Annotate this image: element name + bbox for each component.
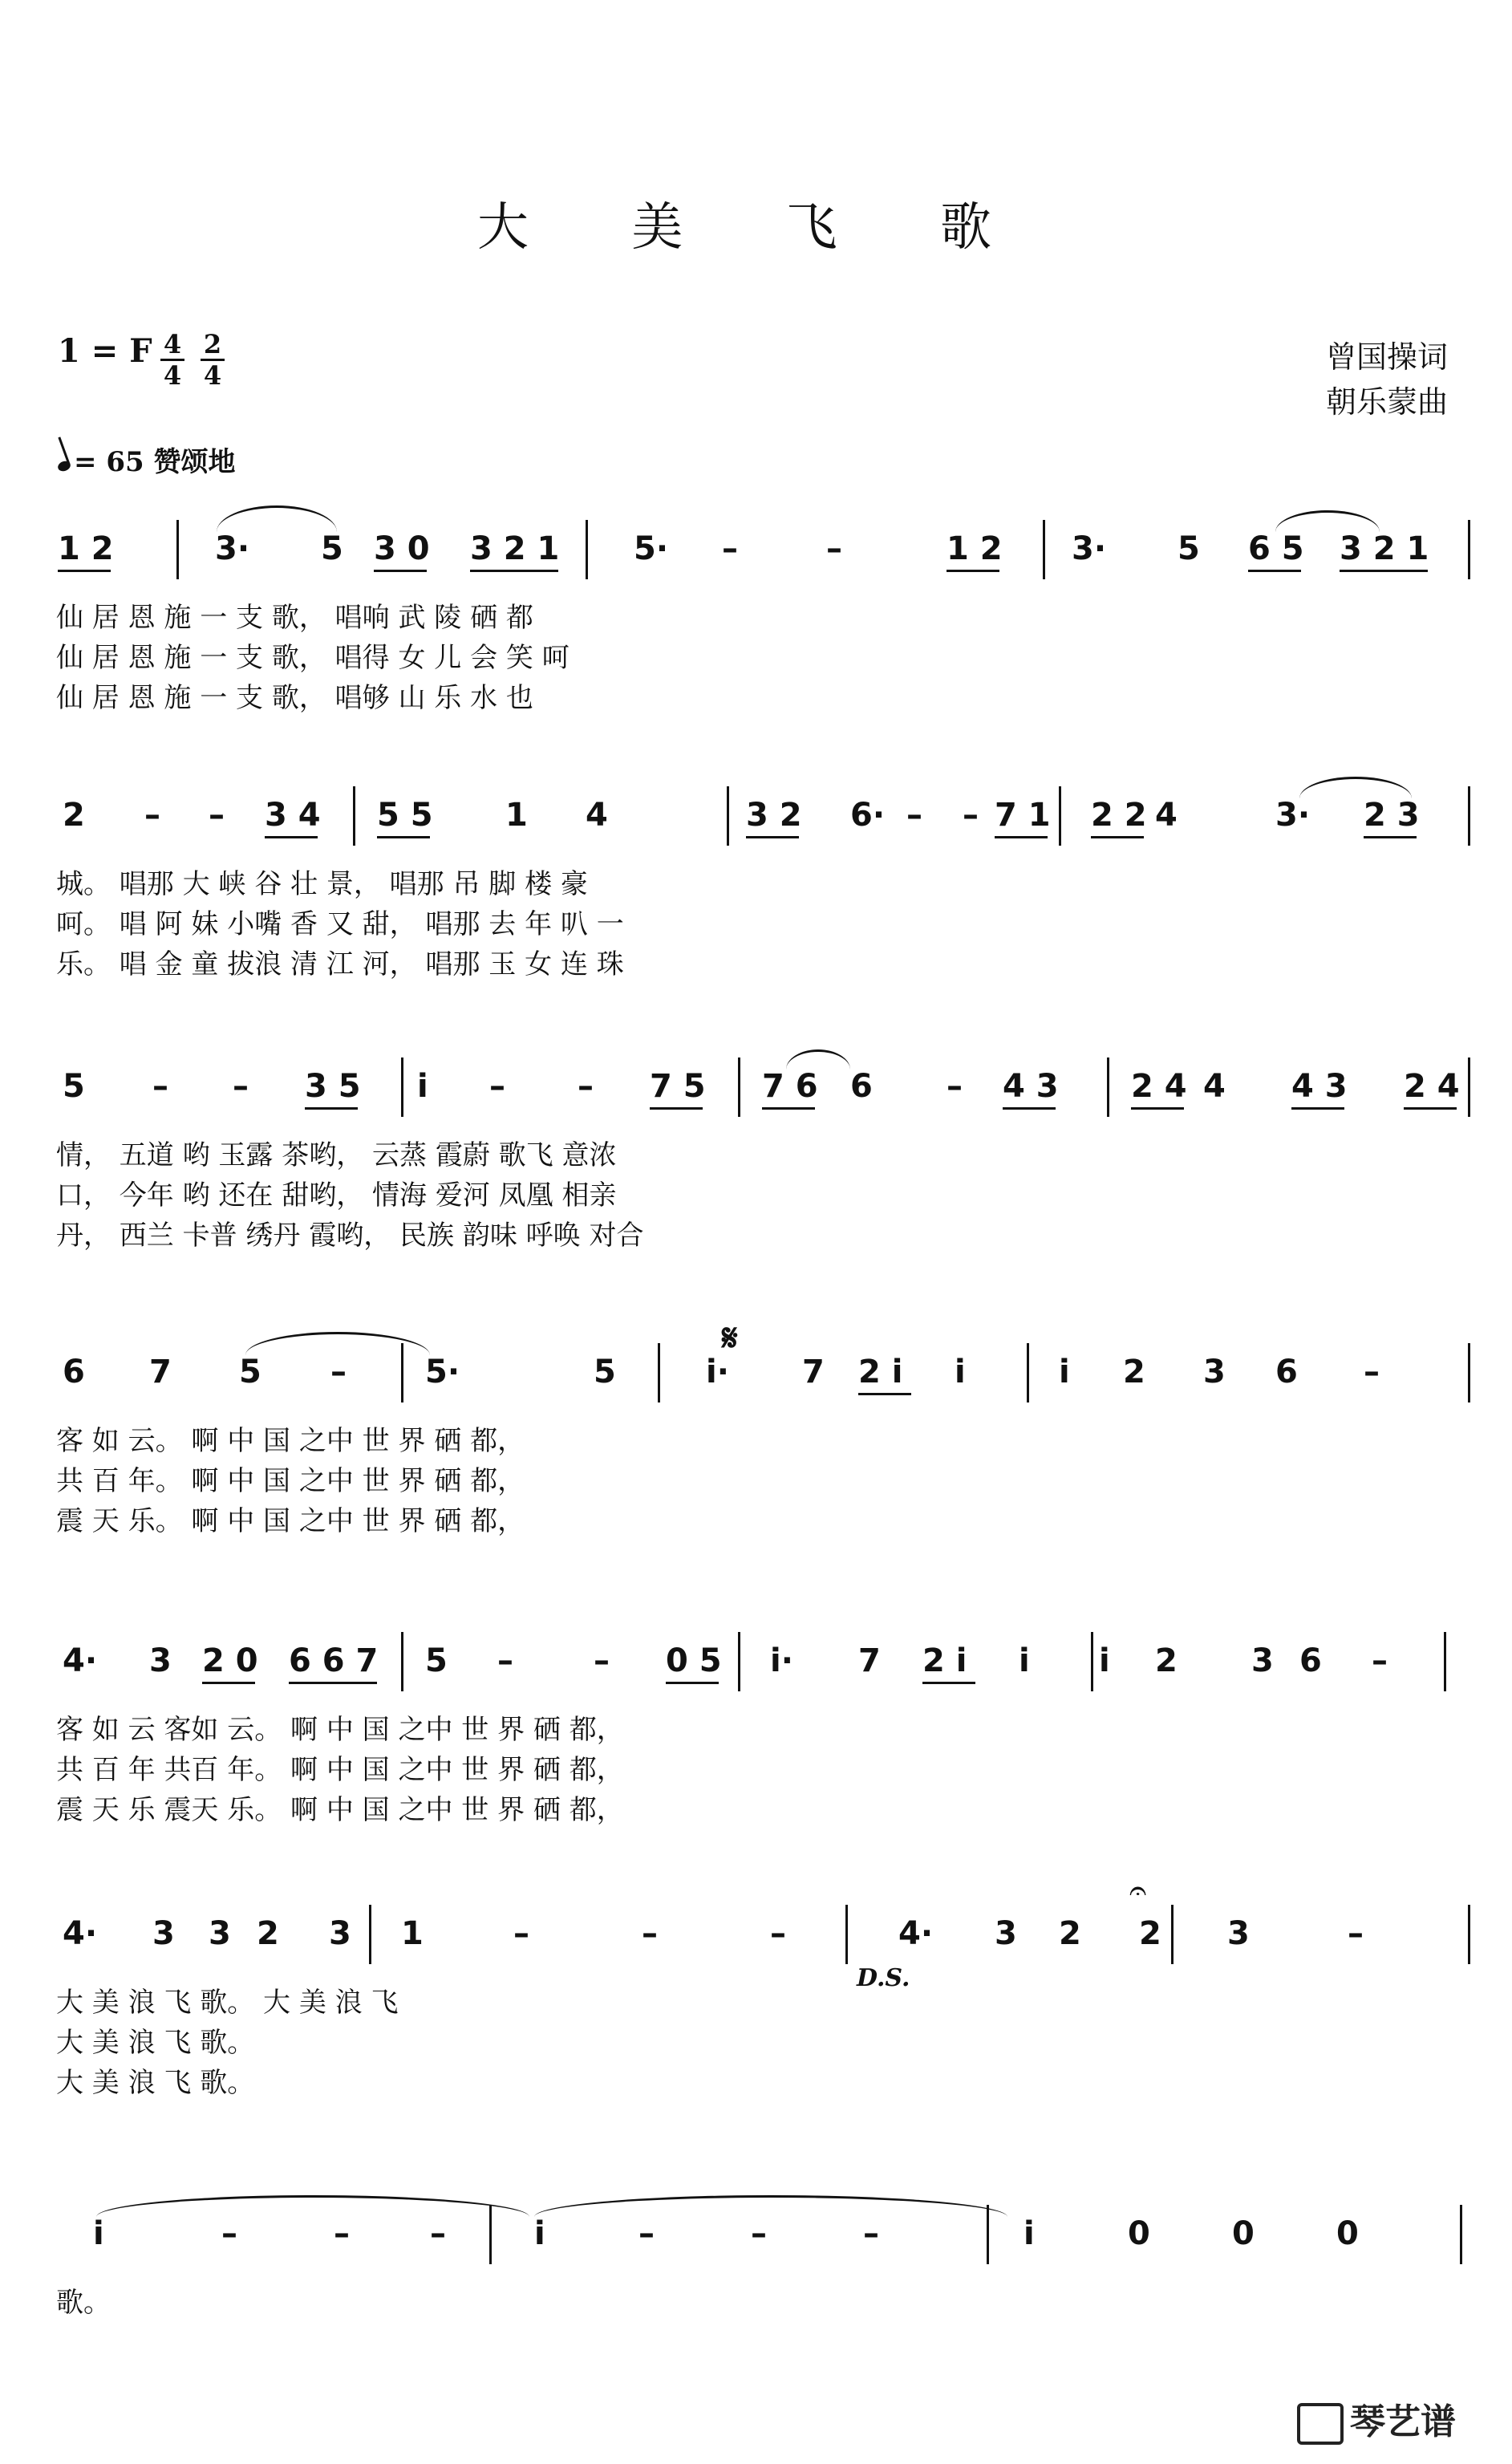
jianpu-note: 2 i: [858, 1354, 903, 1390]
beam-underline: [947, 570, 999, 572]
lyric-line: 客 如 云 客如 云。 啊 中 国 之中 世 界 硒 都，: [56, 1714, 624, 1746]
jianpu-note: 2 0: [202, 1642, 258, 1679]
jianpu-note: 5: [425, 1642, 448, 1679]
jianpu-note: 5·: [634, 530, 669, 567]
beam-underline: [265, 836, 318, 838]
lyric-line: 仙 居 恩 施 一 支 歌， 唱够 山 乐 水 也: [56, 682, 533, 714]
beam-underline: [1291, 1107, 1344, 1110]
jianpu-note: 0: [1232, 2215, 1255, 2252]
jianpu-note: 2: [1123, 1354, 1145, 1390]
jianpu-note: i: [955, 1354, 966, 1390]
lyric-line: 震 天 乐 震天 乐。 啊 中 国 之中 世 界 硒 都，: [56, 1794, 624, 1826]
jianpu-note: 3: [329, 1915, 351, 1952]
jianpu-note: 4 3: [1003, 1068, 1059, 1105]
tempo-marking: = 65 赞颂地: [58, 440, 235, 479]
jianpu-note: 4·: [898, 1915, 934, 1952]
jianpu-note: –: [947, 1068, 963, 1105]
bar-line: [586, 520, 588, 579]
lyric-line: 仙 居 恩 施 一 支 歌， 唱响 武 陵 硒 都: [56, 602, 533, 634]
jianpu-note: –: [826, 530, 842, 567]
jianpu-note: –: [770, 1915, 786, 1952]
jianpu-note: 3: [1203, 1354, 1226, 1390]
key-signature: 1 = F: [58, 332, 152, 370]
beam-underline: [762, 1107, 815, 1110]
beam-underline: [289, 1682, 377, 1684]
bar-line: [1107, 1057, 1109, 1117]
jianpu-note: 6 6 7: [289, 1642, 379, 1679]
jianpu-note: 4: [1155, 797, 1178, 834]
lyric-line: 乐。 唱 金 童 拔浪 清 江 河， 唱那 玉 女 连 珠: [56, 948, 624, 980]
lyric-line: 情， 五道 哟 玉露 茶哟， 云蒸 霞蔚 歌飞 意浓: [56, 1139, 617, 1171]
lyric-line: 仙 居 恩 施 一 支 歌， 唱得 女 儿 会 笑 呵: [56, 642, 570, 674]
jianpu-note: 3 5: [305, 1068, 361, 1105]
jianpu-note: –: [963, 797, 979, 834]
jianpu-note: 0: [1128, 2215, 1150, 2252]
bar-line: [1468, 520, 1470, 579]
jianpu-note: 5·: [425, 1354, 460, 1390]
bar-line: [401, 1057, 403, 1117]
bar-line: [1171, 1905, 1174, 1964]
jianpu-note: –: [330, 1354, 347, 1390]
jianpu-note: 7: [858, 1642, 881, 1679]
slur-arc: [217, 505, 337, 532]
jianpu-note: 1: [401, 1915, 424, 1952]
beam-underline: [1364, 836, 1417, 838]
bar-line: [176, 520, 179, 579]
jianpu-note: 3: [209, 1915, 231, 1952]
jianpu-note: i: [1024, 2215, 1035, 2252]
slur-arc: [1299, 777, 1412, 798]
bar-line: [1468, 1343, 1470, 1402]
bar-line: [845, 1905, 848, 1964]
bar-line: [1468, 1905, 1470, 1964]
jianpu-note: 4·: [63, 1915, 98, 1952]
beam-underline: [1003, 1107, 1056, 1110]
ds-marking: D.S.: [857, 1964, 910, 1992]
slur-arc: [534, 2195, 1007, 2217]
time-signature-alt: 2 4: [201, 332, 225, 388]
jianpu-note: 3 2: [746, 797, 802, 834]
jianpu-note: 5 5: [377, 797, 433, 834]
jianpu-note: 2 2: [1091, 797, 1147, 834]
jianpu-note: 3 2 1: [1340, 530, 1429, 567]
jianpu-note: –: [751, 2215, 767, 2252]
jianpu-note: 4: [1203, 1068, 1226, 1105]
jianpu-note: 2 4: [1404, 1068, 1460, 1105]
beam-underline: [1091, 836, 1144, 838]
jianpu-note: 3: [149, 1642, 172, 1679]
slur-arc: [96, 2195, 529, 2217]
beam-underline: [1248, 570, 1301, 572]
beam-underline: [650, 1107, 703, 1110]
jianpu-note: –: [152, 1068, 168, 1105]
beam-underline: [374, 570, 427, 572]
beam-underline: [746, 836, 799, 838]
composer-credit: 朝乐蒙曲: [1325, 384, 1448, 420]
jianpu-note: 5: [321, 530, 343, 567]
lyric-line: 震 天 乐。 啊 中 国 之中 世 界 硒 都，: [56, 1505, 525, 1537]
jianpu-note: 5: [239, 1354, 261, 1390]
jianpu-note: –: [594, 1642, 610, 1679]
beam-underline: [202, 1682, 255, 1684]
bar-line: [738, 1632, 740, 1691]
bar-line: [1460, 2205, 1462, 2264]
lyric-line: 大 美 浪 飞 歌。: [56, 2067, 255, 2099]
lyric-line: 歌。: [56, 2287, 111, 2319]
jianpu-note: 3·: [1072, 530, 1107, 567]
jianpu-note: i: [1019, 1642, 1030, 1679]
jianpu-note: 2: [1059, 1915, 1081, 1952]
jianpu-note: 3 4: [265, 797, 321, 834]
time-signature-main: 4 4: [160, 332, 184, 388]
jianpu-note: 0: [1336, 2215, 1359, 2252]
jianpu-note: 6: [63, 1354, 85, 1390]
jianpu-note: –: [642, 1915, 658, 1952]
jianpu-note: i·: [770, 1642, 793, 1679]
jianpu-note: 7 6: [762, 1068, 818, 1105]
lyric-line: 呵。 唱 阿 妹 小嘴 香 又 甜， 唱那 去 年 叭 一: [56, 908, 624, 940]
lyricist-credit: 曾国操词: [1325, 339, 1448, 375]
bar-line: [1027, 1343, 1029, 1402]
jianpu-note: 3·: [215, 530, 250, 567]
beam-underline: [305, 1107, 358, 1110]
jianpu-note: 6·: [850, 797, 886, 834]
jianpu-note: –: [209, 797, 225, 834]
jianpu-note: 1 2: [58, 530, 114, 567]
jianpu-note: 2: [257, 1915, 279, 1952]
jianpu-note: –: [334, 2215, 350, 2252]
jianpu-note: 4·: [63, 1642, 98, 1679]
lyric-line: 共 百 年 共百 年。 啊 中 国 之中 世 界 硒 都，: [56, 1754, 624, 1786]
jianpu-note: 4 3: [1291, 1068, 1348, 1105]
bar-line: [1091, 1632, 1093, 1691]
jianpu-note: 5: [1178, 530, 1200, 567]
logo-mark-icon: [1297, 2403, 1344, 2445]
jianpu-note: 2: [63, 797, 85, 834]
beam-underline: [922, 1682, 975, 1684]
jianpu-note: –: [221, 2215, 237, 2252]
fermata-icon: 𝄐: [1129, 1873, 1147, 1908]
lyric-line: 客 如 云。 啊 中 国 之中 世 界 硒 都，: [56, 1425, 525, 1457]
beam-underline: [470, 570, 558, 572]
beam-underline: [1131, 1107, 1184, 1110]
jianpu-note: –: [722, 530, 738, 567]
beam-underline: [666, 1682, 719, 1684]
page-title: 大 美 飞 歌: [476, 198, 1036, 258]
beam-underline: [1340, 570, 1428, 572]
bar-line: [727, 786, 729, 846]
jianpu-note: –: [513, 1915, 529, 1952]
jianpu-note: i: [417, 1068, 428, 1105]
jianpu-note: 7: [802, 1354, 825, 1390]
jianpu-note: 5: [63, 1068, 85, 1105]
bar-line: [353, 786, 355, 846]
jianpu-note: 2: [1139, 1915, 1161, 1952]
slur-arc: [245, 1332, 430, 1355]
beam-underline: [995, 836, 1048, 838]
jianpu-note: 3: [995, 1915, 1017, 1952]
jianpu-note: –: [233, 1068, 249, 1105]
jianpu-note: i·: [706, 1354, 729, 1390]
jianpu-note: 3: [1251, 1642, 1274, 1679]
jianpu-note: 6 5: [1248, 530, 1304, 567]
jianpu-note: –: [497, 1642, 513, 1679]
jianpu-note: 7: [149, 1354, 172, 1390]
bar-line: [1043, 520, 1045, 579]
jianpu-note: –: [638, 2215, 655, 2252]
jianpu-note: 3 0: [374, 530, 430, 567]
jianpu-note: –: [144, 797, 160, 834]
bar-line: [1444, 1632, 1446, 1691]
jianpu-note: 2 4: [1131, 1068, 1187, 1105]
jianpu-note: 1: [505, 797, 528, 834]
jianpu-note: 4: [586, 797, 608, 834]
jianpu-note: 7 5: [650, 1068, 706, 1105]
jianpu-note: –: [1372, 1642, 1388, 1679]
jianpu-note: 3·: [1275, 797, 1311, 834]
jianpu-note: 3: [1227, 1915, 1250, 1952]
jianpu-note: i: [1059, 1354, 1070, 1390]
bar-line: [1468, 1057, 1470, 1117]
segno-icon: 𝄋: [722, 1316, 738, 1359]
jianpu-note: i: [534, 2215, 545, 2252]
jianpu-note: 1 2: [947, 530, 1003, 567]
quarter-note-icon: [56, 460, 71, 473]
beam-underline: [58, 570, 111, 572]
bar-line: [738, 1057, 740, 1117]
site-logo: 琴艺谱: [1297, 2393, 1456, 2445]
jianpu-note: –: [1348, 1915, 1364, 1952]
jianpu-note: i: [93, 2215, 104, 2252]
jianpu-note: –: [430, 2215, 446, 2252]
bar-line: [1059, 786, 1061, 846]
jianpu-note: 2: [1155, 1642, 1178, 1679]
jianpu-note: 6: [1299, 1642, 1322, 1679]
jianpu-note: 0 5: [666, 1642, 722, 1679]
slur-arc: [1275, 510, 1380, 532]
jianpu-note: –: [863, 2215, 879, 2252]
jianpu-note: 3: [152, 1915, 175, 1952]
lyric-line: 大 美 浪 飞 歌。 大 美 浪 飞: [56, 1987, 399, 2019]
bar-line: [401, 1632, 403, 1691]
jianpu-note: 7 1: [995, 797, 1051, 834]
jianpu-note: 6: [1275, 1354, 1298, 1390]
jianpu-note: 3 2 1: [470, 530, 560, 567]
jianpu-note: –: [489, 1068, 505, 1105]
jianpu-note: –: [578, 1068, 594, 1105]
jianpu-note: 5: [594, 1354, 616, 1390]
lyric-line: 口， 今年 哟 还在 甜哟， 情海 爱河 凤凰 相亲: [56, 1179, 617, 1212]
beam-underline: [1404, 1107, 1457, 1110]
jianpu-note: –: [906, 797, 922, 834]
slur-arc: [786, 1049, 850, 1070]
lyric-line: 共 百 年。 啊 中 国 之中 世 界 硒 都，: [56, 1465, 525, 1497]
bar-line: [1468, 786, 1470, 846]
lyric-line: 城。 唱那 大 峡 谷 壮 景， 唱那 吊 脚 楼 豪: [56, 868, 588, 900]
jianpu-note: 2 3: [1364, 797, 1420, 834]
jianpu-note: 2 i: [922, 1642, 967, 1679]
jianpu-note: i: [1099, 1642, 1110, 1679]
jianpu-note: 6: [850, 1068, 873, 1105]
beam-underline: [858, 1393, 911, 1395]
lyric-line: 丹， 西兰 卡普 绣丹 霞哟， 民族 韵味 呼唤 对合: [56, 1220, 644, 1252]
beam-underline: [377, 836, 430, 838]
jianpu-note: –: [1364, 1354, 1380, 1390]
bar-line: [658, 1343, 660, 1402]
bar-line: [369, 1905, 371, 1964]
lyric-line: 大 美 浪 飞 歌。: [56, 2027, 255, 2059]
